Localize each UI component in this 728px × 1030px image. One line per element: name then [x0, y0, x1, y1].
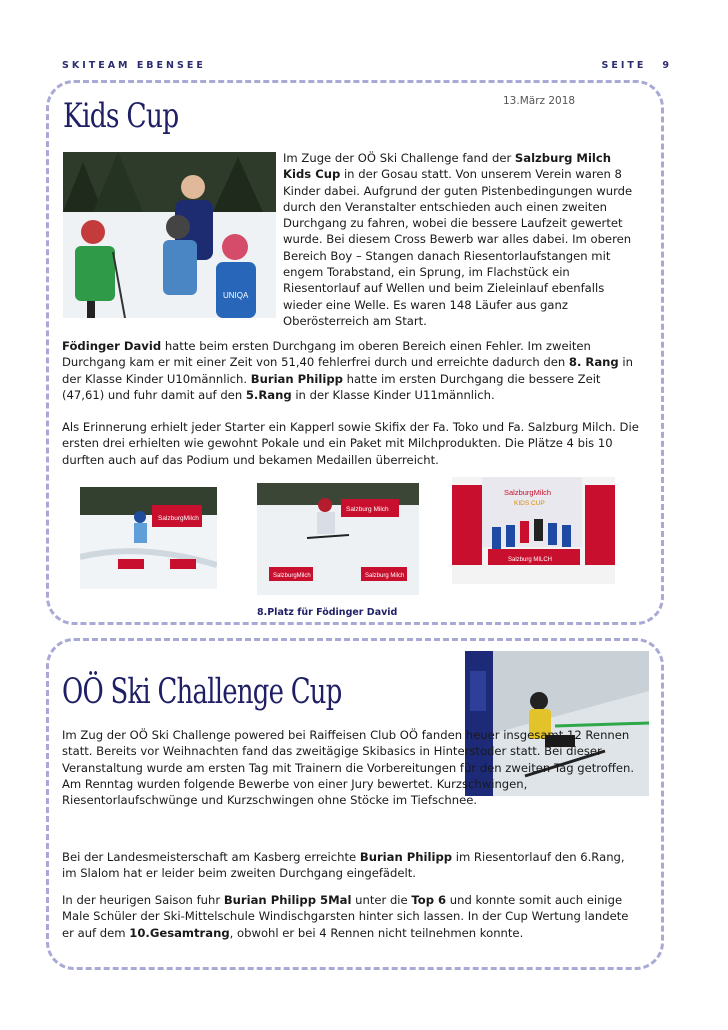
podium-photo — [452, 477, 615, 584]
body-text: Im Zuge der OÖ Ski Challenge fand der — [283, 151, 515, 165]
page-indicator — [586, 60, 672, 71]
kids-group-photo — [63, 152, 276, 318]
emphasis-text: Salzburg Milch Kids Cup — [283, 151, 612, 182]
emphasis-text: Top 6 — [411, 893, 447, 907]
photo-caption: 8.Platz für Födinger David — [257, 607, 398, 618]
body-text: und konnte somit auch einige Male Schüler der Ski-Mittelschule Windischgarsten hinter sich lassen. In der Cup Wertung landete er auf dem — [62, 893, 629, 940]
challenge-cup-title: OÖ Ski Challenge Cup — [62, 672, 342, 712]
board-text-right: Salzburg Milch — [365, 573, 405, 579]
body-text: Im Zug der OÖ Ski Challenge powered bei Raiffeisen Club OÖ fanden heuer insgesamt 12 Rennen statt. Bereits vor Weihnachten fand das zweitägige Skibasics in Hinterstoder statt. Bei dieser Veranstaltung wurde am ersten Tag mit Trainern die Vorbereitungen für den zweiten Tag getroffen. Am Renntag wurden folgende Bewerbe von einer Jury bewertet. Kurzschwingen, Riesentorlaufschwünge und Kurzschwingen ohne Stöcke im Tiefschnee. — [62, 728, 635, 808]
podium-base-text: Salzburg MILCH — [508, 557, 553, 563]
page-number: 9 — [662, 60, 672, 71]
emphasis-text: 5.Rang — [245, 387, 292, 402]
bib-sponsor-text: UNIQA — [223, 291, 249, 300]
kids-cup-paragraph-3 — [62, 419, 646, 468]
emphasis-text: 8. Rang — [568, 355, 619, 370]
body-text: in der Klasse Kinder U11männlich. — [291, 387, 495, 402]
newsletter-header: SKITEAM EBENSEE — [62, 60, 206, 71]
body-text: Bei der Landesmeisterschaft am Kasberg erreichte — [62, 850, 360, 864]
emphasis-text: Födinger David — [62, 339, 162, 353]
kids-cup-paragraph-1 — [283, 150, 643, 329]
body-text: unter die — [351, 893, 412, 907]
body-text: im Riesentorlauf den 6.Rang, im Slalom hat er leider beim zweiten Durchgang eingefädelt. — [62, 850, 625, 881]
podium-banner-sub: KIDS CUP — [514, 500, 545, 507]
kids-cup-date: 13.März 2018 — [503, 95, 576, 107]
page-label: SEITE — [601, 60, 647, 71]
body-text: in der Gosau statt. Von unserem Verein waren 8 Kinder dabei. Aufgrund der guten Pistenbedingungen wurde durch den Veranstalter entschieden auch einen zweiten Durchgang zu fahren, wobei die bessere Laufzeit gewertet wurde. Bei diesem Cross Bewerb war alles dabei. Im oberen Bereich Boy – Stangen danach Riesentorlaufstangen mit engem Torabstand, ein Sprung, im Flachstück ein Riesentorlauf auf Wellen und beim Zieleinlauf ebenfalls wieder eine Welle. Es waren 148 Läufer aus ganz Oberösterreich am Start. — [283, 167, 633, 328]
body-text: in der Klasse Kinder U10männlich. — [62, 355, 633, 386]
body-text: In der heurigen Saison fuhr — [62, 893, 224, 907]
banner-text-mid: Salzburg Milch — [346, 506, 389, 513]
body-text: , obwohl er bei 4 Rennen nicht teilnehmen konnte. — [229, 925, 524, 940]
kids-cup-paragraph-2 — [62, 338, 646, 403]
emphasis-text: 10.Gesamtrang — [129, 925, 230, 940]
body-text: hatte beim ersten Durchgang im oberen Bereich einen Fehler. Im zweiten Durchgang kam er mit einer Zeit von 51,40 fehlerfrei durch und erreichte dadurch den — [62, 339, 591, 370]
emphasis-text: Burian Philipp — [359, 850, 453, 864]
board-text-left: SalzburgMilch — [273, 573, 311, 579]
body-text: hatte im ersten Durchgang die bessere Zeit (47,61) und fuhr damit auf den — [62, 371, 601, 402]
race-photo-jump — [257, 483, 419, 595]
banner-text: SalzburgMilch — [158, 515, 199, 522]
emphasis-text: Burian Philipp — [250, 371, 343, 386]
challenge-cup-paragraph-2 — [62, 849, 638, 882]
kids-cup-title: Kids Cup — [63, 96, 179, 136]
emphasis-text: Burian Philipp 5Mal — [223, 893, 352, 907]
race-photo-cross — [80, 487, 217, 589]
challenge-cup-paragraph-3 — [62, 892, 638, 941]
challenge-cup-paragraph-1 — [62, 727, 638, 808]
body-text: Als Erinnerung erhielt jeder Starter ein Kapperl sowie Skifix der Fa. Toko und Fa. Salzburg Milch. Die ersten drei erhielten wie gewohnt Pokale und ein Paket mit Milchprodukten. Die Plätze 4 bis 10 durften auch auf das Podium und bekamen Medaillen überreicht. — [62, 420, 639, 467]
podium-banner-text: SalzburgMilch — [504, 488, 552, 497]
